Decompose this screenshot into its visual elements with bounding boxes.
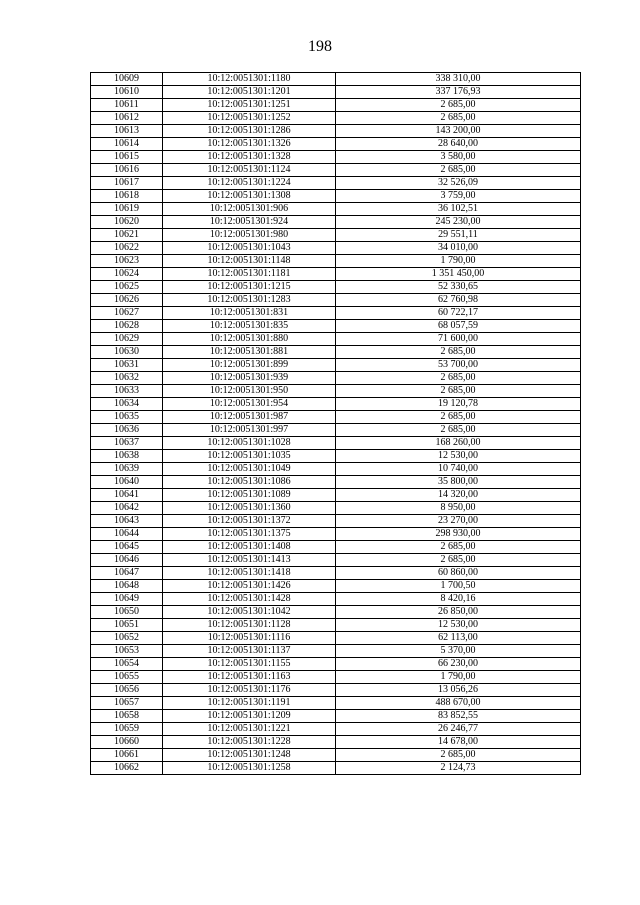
table-row (91, 450, 581, 463)
table-row (91, 489, 581, 502)
value-cell: 337 176,93 (336, 86, 581, 99)
row-number-cell: 10646 (91, 554, 163, 567)
table-row (91, 736, 581, 749)
table-row (91, 216, 581, 229)
cadastral-number-cell: 10:12:0051301:939 (163, 372, 336, 385)
table-row (91, 476, 581, 489)
cadastral-number-cell: 10:12:0051301:1258 (163, 762, 336, 775)
value-cell: 143 200,00 (336, 125, 581, 138)
row-number-cell: 10656 (91, 684, 163, 697)
row-number-cell: 10609 (91, 73, 163, 86)
cadastral-number-cell: 10:12:0051301:1248 (163, 749, 336, 762)
row-number-cell: 10617 (91, 177, 163, 190)
table-row (91, 203, 581, 216)
row-number-cell: 10623 (91, 255, 163, 268)
cadastral-number-cell: 10:12:0051301:1209 (163, 710, 336, 723)
cadastral-number-cell: 10:12:0051301:1137 (163, 645, 336, 658)
cadastral-number-cell: 10:12:0051301:1328 (163, 151, 336, 164)
row-number-cell: 10650 (91, 606, 163, 619)
row-number-cell: 10619 (91, 203, 163, 216)
table-row (91, 268, 581, 281)
value-cell: 14 320,00 (336, 489, 581, 502)
value-cell: 2 685,00 (336, 372, 581, 385)
cadastral-number-cell: 10:12:0051301:1043 (163, 242, 336, 255)
row-number-cell: 10610 (91, 86, 163, 99)
row-number-cell: 10645 (91, 541, 163, 554)
row-number-cell: 10641 (91, 489, 163, 502)
cadastral-number-cell: 10:12:0051301:1181 (163, 268, 336, 281)
cadastral-number-cell: 10:12:0051301:1360 (163, 502, 336, 515)
table-row (91, 411, 581, 424)
cadastral-number-cell: 10:12:0051301:1049 (163, 463, 336, 476)
table-row (91, 164, 581, 177)
value-cell: 83 852,55 (336, 710, 581, 723)
value-cell: 1 790,00 (336, 255, 581, 268)
value-cell: 29 551,11 (336, 229, 581, 242)
cadastral-number-cell: 10:12:0051301:1028 (163, 437, 336, 450)
cadastral-number-cell: 10:12:0051301:924 (163, 216, 336, 229)
cadastral-number-cell: 10:12:0051301:1155 (163, 658, 336, 671)
cadastral-number-cell: 10:12:0051301:1408 (163, 541, 336, 554)
table-row (91, 86, 581, 99)
value-cell: 8 950,00 (336, 502, 581, 515)
value-cell: 168 260,00 (336, 437, 581, 450)
table-row (91, 372, 581, 385)
row-number-cell: 10618 (91, 190, 163, 203)
cadastral-number-cell: 10:12:0051301:1252 (163, 112, 336, 125)
cadastral-number-cell: 10:12:0051301:1035 (163, 450, 336, 463)
cadastral-number-cell: 10:12:0051301:1372 (163, 515, 336, 528)
table-row (91, 567, 581, 580)
cadastral-number-cell: 10:12:0051301:1128 (163, 619, 336, 632)
row-number-cell: 10616 (91, 164, 163, 177)
table-row (91, 190, 581, 203)
cadastral-number-cell: 10:12:0051301:1086 (163, 476, 336, 489)
row-number-cell: 10627 (91, 307, 163, 320)
row-number-cell: 10635 (91, 411, 163, 424)
cadastral-number-cell: 10:12:0051301:1224 (163, 177, 336, 190)
table-row (91, 463, 581, 476)
value-cell: 66 230,00 (336, 658, 581, 671)
value-cell: 3 759,00 (336, 190, 581, 203)
page-number: 198 (308, 38, 332, 55)
value-cell: 2 685,00 (336, 346, 581, 359)
row-number-cell: 10612 (91, 112, 163, 125)
row-number-cell: 10649 (91, 593, 163, 606)
row-number-cell: 10628 (91, 320, 163, 333)
cadastral-number-cell: 10:12:0051301:1042 (163, 606, 336, 619)
table-row (91, 229, 581, 242)
value-cell: 53 700,00 (336, 359, 581, 372)
row-number-cell: 10626 (91, 294, 163, 307)
table-row (91, 281, 581, 294)
row-number-cell: 10640 (91, 476, 163, 489)
value-cell: 14 678,00 (336, 736, 581, 749)
row-number-cell: 10629 (91, 333, 163, 346)
table-row (91, 99, 581, 112)
table-row (91, 580, 581, 593)
row-number-cell: 10620 (91, 216, 163, 229)
value-cell: 60 722,17 (336, 307, 581, 320)
cadastral-number-cell: 10:12:0051301:1228 (163, 736, 336, 749)
value-cell: 71 600,00 (336, 333, 581, 346)
row-number-cell: 10639 (91, 463, 163, 476)
cadastral-number-cell: 10:12:0051301:880 (163, 333, 336, 346)
cadastral-number-cell: 10:12:0051301:1326 (163, 138, 336, 151)
cadastral-number-cell: 10:12:0051301:1221 (163, 723, 336, 736)
cadastral-number-cell: 10:12:0051301:1148 (163, 255, 336, 268)
table-row (91, 606, 581, 619)
value-cell: 34 010,00 (336, 242, 581, 255)
table-row (91, 307, 581, 320)
table-row (91, 177, 581, 190)
cadastral-number-cell: 10:12:0051301:1413 (163, 554, 336, 567)
cadastral-number-cell: 10:12:0051301:1251 (163, 99, 336, 112)
table-body (91, 73, 581, 775)
row-number-cell: 10630 (91, 346, 163, 359)
row-number-cell: 10642 (91, 502, 163, 515)
value-cell: 2 685,00 (336, 749, 581, 762)
row-number-cell: 10647 (91, 567, 163, 580)
cadastral-number-cell: 10:12:0051301:1215 (163, 281, 336, 294)
value-cell: 1 351 450,00 (336, 268, 581, 281)
value-cell: 26 246,77 (336, 723, 581, 736)
table-row (91, 671, 581, 684)
row-number-cell: 10648 (91, 580, 163, 593)
row-number-cell: 10625 (91, 281, 163, 294)
row-number-cell: 10651 (91, 619, 163, 632)
value-cell: 2 685,00 (336, 554, 581, 567)
value-cell: 62 760,98 (336, 294, 581, 307)
value-cell: 338 310,00 (336, 73, 581, 86)
value-cell: 62 113,00 (336, 632, 581, 645)
cadastral-number-cell: 10:12:0051301:1308 (163, 190, 336, 203)
row-number-cell: 10652 (91, 632, 163, 645)
table-row (91, 242, 581, 255)
value-cell: 32 526,09 (336, 177, 581, 190)
value-cell: 2 685,00 (336, 424, 581, 437)
table-row (91, 333, 581, 346)
value-cell: 2 685,00 (336, 411, 581, 424)
value-cell: 68 057,59 (336, 320, 581, 333)
table-row (91, 554, 581, 567)
value-cell: 488 670,00 (336, 697, 581, 710)
table-row (91, 294, 581, 307)
row-number-cell: 10633 (91, 385, 163, 398)
cadastral-number-cell: 10:12:0051301:980 (163, 229, 336, 242)
cadastral-number-cell: 10:12:0051301:831 (163, 307, 336, 320)
table-row (91, 710, 581, 723)
value-cell: 1 700,50 (336, 580, 581, 593)
cadastral-number-cell: 10:12:0051301:950 (163, 385, 336, 398)
table-row (91, 255, 581, 268)
table-row (91, 73, 581, 86)
row-number-cell: 10655 (91, 671, 163, 684)
cadastral-number-cell: 10:12:0051301:1418 (163, 567, 336, 580)
value-cell: 2 685,00 (336, 164, 581, 177)
row-number-cell: 10624 (91, 268, 163, 281)
row-number-cell: 10637 (91, 437, 163, 450)
value-cell: 10 740,00 (336, 463, 581, 476)
row-number-cell: 10631 (91, 359, 163, 372)
cadastral-number-cell: 10:12:0051301:997 (163, 424, 336, 437)
value-cell: 2 685,00 (336, 541, 581, 554)
cadastral-number-cell: 10:12:0051301:835 (163, 320, 336, 333)
value-cell: 8 420,16 (336, 593, 581, 606)
table-row (91, 437, 581, 450)
value-cell: 2 685,00 (336, 112, 581, 125)
row-number-cell: 10613 (91, 125, 163, 138)
cadastral-number-cell: 10:12:0051301:1375 (163, 528, 336, 541)
table-row (91, 359, 581, 372)
value-cell: 19 120,78 (336, 398, 581, 411)
table-row (91, 515, 581, 528)
table-row (91, 424, 581, 437)
row-number-cell: 10611 (91, 99, 163, 112)
value-cell: 13 056,26 (336, 684, 581, 697)
cadastral-number-cell: 10:12:0051301:1180 (163, 73, 336, 86)
row-number-cell: 10614 (91, 138, 163, 151)
table-row (91, 138, 581, 151)
table-row (91, 723, 581, 736)
row-number-cell: 10634 (91, 398, 163, 411)
cadastral-value-table (90, 72, 581, 775)
row-number-cell: 10659 (91, 723, 163, 736)
value-cell: 12 530,00 (336, 450, 581, 463)
row-number-cell: 10657 (91, 697, 163, 710)
cadastral-number-cell: 10:12:0051301:987 (163, 411, 336, 424)
table-row (91, 385, 581, 398)
row-number-cell: 10654 (91, 658, 163, 671)
cadastral-number-cell: 10:12:0051301:1428 (163, 593, 336, 606)
table-row (91, 398, 581, 411)
cadastral-number-cell: 10:12:0051301:881 (163, 346, 336, 359)
value-cell: 52 330,65 (336, 281, 581, 294)
cadastral-number-cell: 10:12:0051301:1191 (163, 697, 336, 710)
cadastral-number-cell: 10:12:0051301:1426 (163, 580, 336, 593)
value-cell: 35 800,00 (336, 476, 581, 489)
value-cell: 245 230,00 (336, 216, 581, 229)
table-row (91, 541, 581, 554)
table-row (91, 658, 581, 671)
table-row (91, 320, 581, 333)
table-row (91, 697, 581, 710)
value-cell: 2 124,73 (336, 762, 581, 775)
table-row (91, 346, 581, 359)
cadastral-number-cell: 10:12:0051301:1124 (163, 164, 336, 177)
value-cell: 2 685,00 (336, 99, 581, 112)
table-row (91, 762, 581, 775)
cadastral-number-cell: 10:12:0051301:1116 (163, 632, 336, 645)
table-row (91, 528, 581, 541)
table-row (91, 632, 581, 645)
value-cell: 60 860,00 (336, 567, 581, 580)
row-number-cell: 10644 (91, 528, 163, 541)
row-number-cell: 10661 (91, 749, 163, 762)
table-row (91, 619, 581, 632)
row-number-cell: 10632 (91, 372, 163, 385)
row-number-cell: 10643 (91, 515, 163, 528)
cadastral-number-cell: 10:12:0051301:1286 (163, 125, 336, 138)
row-number-cell: 10636 (91, 424, 163, 437)
value-cell: 26 850,00 (336, 606, 581, 619)
row-number-cell: 10660 (91, 736, 163, 749)
row-number-cell: 10638 (91, 450, 163, 463)
table-row (91, 502, 581, 515)
cadastral-number-cell: 10:12:0051301:1163 (163, 671, 336, 684)
value-cell: 298 930,00 (336, 528, 581, 541)
row-number-cell: 10653 (91, 645, 163, 658)
row-number-cell: 10615 (91, 151, 163, 164)
value-cell: 2 685,00 (336, 385, 581, 398)
cadastral-number-cell: 10:12:0051301:1089 (163, 489, 336, 502)
cadastral-number-cell: 10:12:0051301:906 (163, 203, 336, 216)
table-row (91, 125, 581, 138)
value-cell: 23 270,00 (336, 515, 581, 528)
value-cell: 28 640,00 (336, 138, 581, 151)
table-row (91, 151, 581, 164)
cadastral-number-cell: 10:12:0051301:1176 (163, 684, 336, 697)
table-row (91, 112, 581, 125)
row-number-cell: 10658 (91, 710, 163, 723)
row-number-cell: 10662 (91, 762, 163, 775)
value-cell: 5 370,00 (336, 645, 581, 658)
table-row (91, 593, 581, 606)
value-cell: 12 530,00 (336, 619, 581, 632)
cadastral-number-cell: 10:12:0051301:899 (163, 359, 336, 372)
table-row (91, 749, 581, 762)
value-cell: 1 790,00 (336, 671, 581, 684)
cadastral-number-cell: 10:12:0051301:954 (163, 398, 336, 411)
row-number-cell: 10622 (91, 242, 163, 255)
value-cell: 3 580,00 (336, 151, 581, 164)
row-number-cell: 10621 (91, 229, 163, 242)
cadastral-number-cell: 10:12:0051301:1201 (163, 86, 336, 99)
value-cell: 36 102,51 (336, 203, 581, 216)
cadastral-number-cell: 10:12:0051301:1283 (163, 294, 336, 307)
table-row (91, 684, 581, 697)
table-row (91, 645, 581, 658)
